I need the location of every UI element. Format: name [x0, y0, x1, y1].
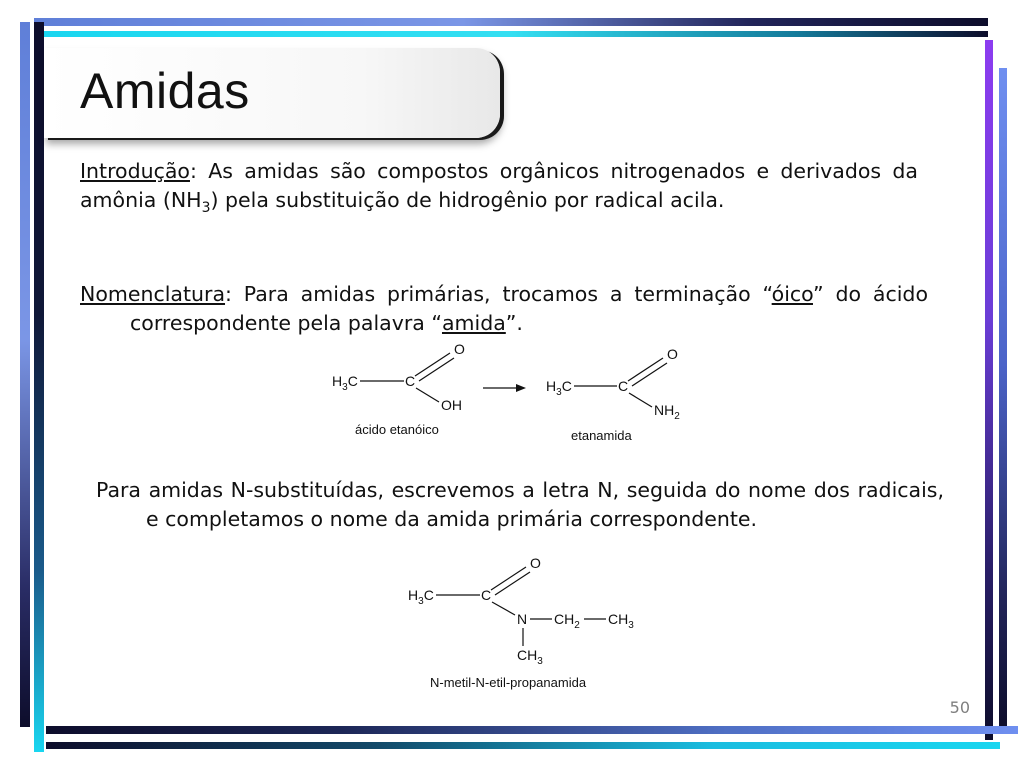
acid-oh-label: OH — [441, 397, 462, 413]
struct2-carbon-label: C — [481, 587, 492, 603]
acid-name: ácido etanóico — [355, 422, 439, 437]
frame-right-bar-1 — [985, 40, 993, 740]
amide-nh2-label: $NH_2$ — [654, 402, 680, 422]
frame-right-bar-2 — [999, 68, 1007, 728]
struct2-ch2-label: $CH_2$ — [554, 611, 580, 631]
amide-oxygen-label: O — [667, 346, 678, 362]
frame-top-bar-2 — [34, 31, 988, 37]
acid-carbon-label: C — [405, 373, 416, 389]
amide-name: etanamida — [571, 428, 632, 443]
frame-left-bar-1 — [20, 22, 30, 727]
term-oico: óico — [771, 282, 813, 306]
reaction-arrow — [483, 384, 526, 392]
amide-carbon-label: C — [618, 378, 629, 394]
slide-number: 50 — [949, 698, 970, 717]
struct2-nitrogen-label: N — [517, 611, 528, 627]
acid-structure — [332, 341, 465, 437]
frame-left-bar-2 — [34, 22, 44, 752]
intro-paragraph — [80, 157, 918, 223]
struct2-ch3-low-label: $CH_3$ — [517, 647, 543, 667]
nomenclature-label: Nomenclatura — [80, 282, 226, 306]
nomenclature-text-b: ” do ácido correspondente pela palavra “ — [130, 282, 928, 335]
slide-title: Amidas — [80, 63, 250, 119]
amide-h3c-label: $H_3C$ — [546, 378, 572, 398]
amide-bond-c-n — [629, 393, 652, 407]
frame-bottom-bar-1 — [46, 726, 1018, 734]
intro-subscript: 3 — [201, 200, 211, 217]
nmethyl-ethyl-structure — [400, 552, 650, 694]
intro-text-a: : As amidas são compostos orgânicos nitrogenados e derivados da amônia (NH — [80, 159, 918, 212]
frame-bottom-bar-2 — [46, 742, 1000, 749]
struct2-oxygen-label: O — [530, 555, 541, 571]
struct2-bond-c-n — [492, 602, 515, 615]
intro-label: Introdução — [80, 159, 190, 183]
nomenclature-text-c: ”. — [505, 311, 523, 335]
intro-text-b: ) pela substituição de hidrogênio por radical acila. — [210, 188, 725, 212]
term-amida: amida — [441, 311, 506, 335]
substituted-paragraph — [96, 476, 944, 534]
amide-structure — [546, 346, 680, 443]
nomenclature-text-a: : Para amidas primárias, trocamos a terminação “ — [225, 282, 772, 306]
acid-bond-c-oh — [416, 388, 439, 402]
acid-h3c-label: $H_3C$ — [332, 373, 358, 393]
frame-top-bar-1 — [34, 18, 988, 26]
reaction-scheme — [320, 336, 700, 452]
struct2-h3c-label: $H_3C$ — [408, 587, 434, 607]
nomenclature-paragraph — [80, 280, 928, 338]
acid-oxygen-label: O — [454, 341, 465, 357]
struct2-ch3-label: $CH_3$ — [608, 611, 634, 631]
struct2-name: N-metil-N-etil-propanamida — [430, 675, 587, 690]
substituted-text: Para amidas N-substituídas, escrevemos a letra N, seguida do nome dos radicais, e completamos o nome da amida primária correspondente. — [96, 478, 944, 531]
